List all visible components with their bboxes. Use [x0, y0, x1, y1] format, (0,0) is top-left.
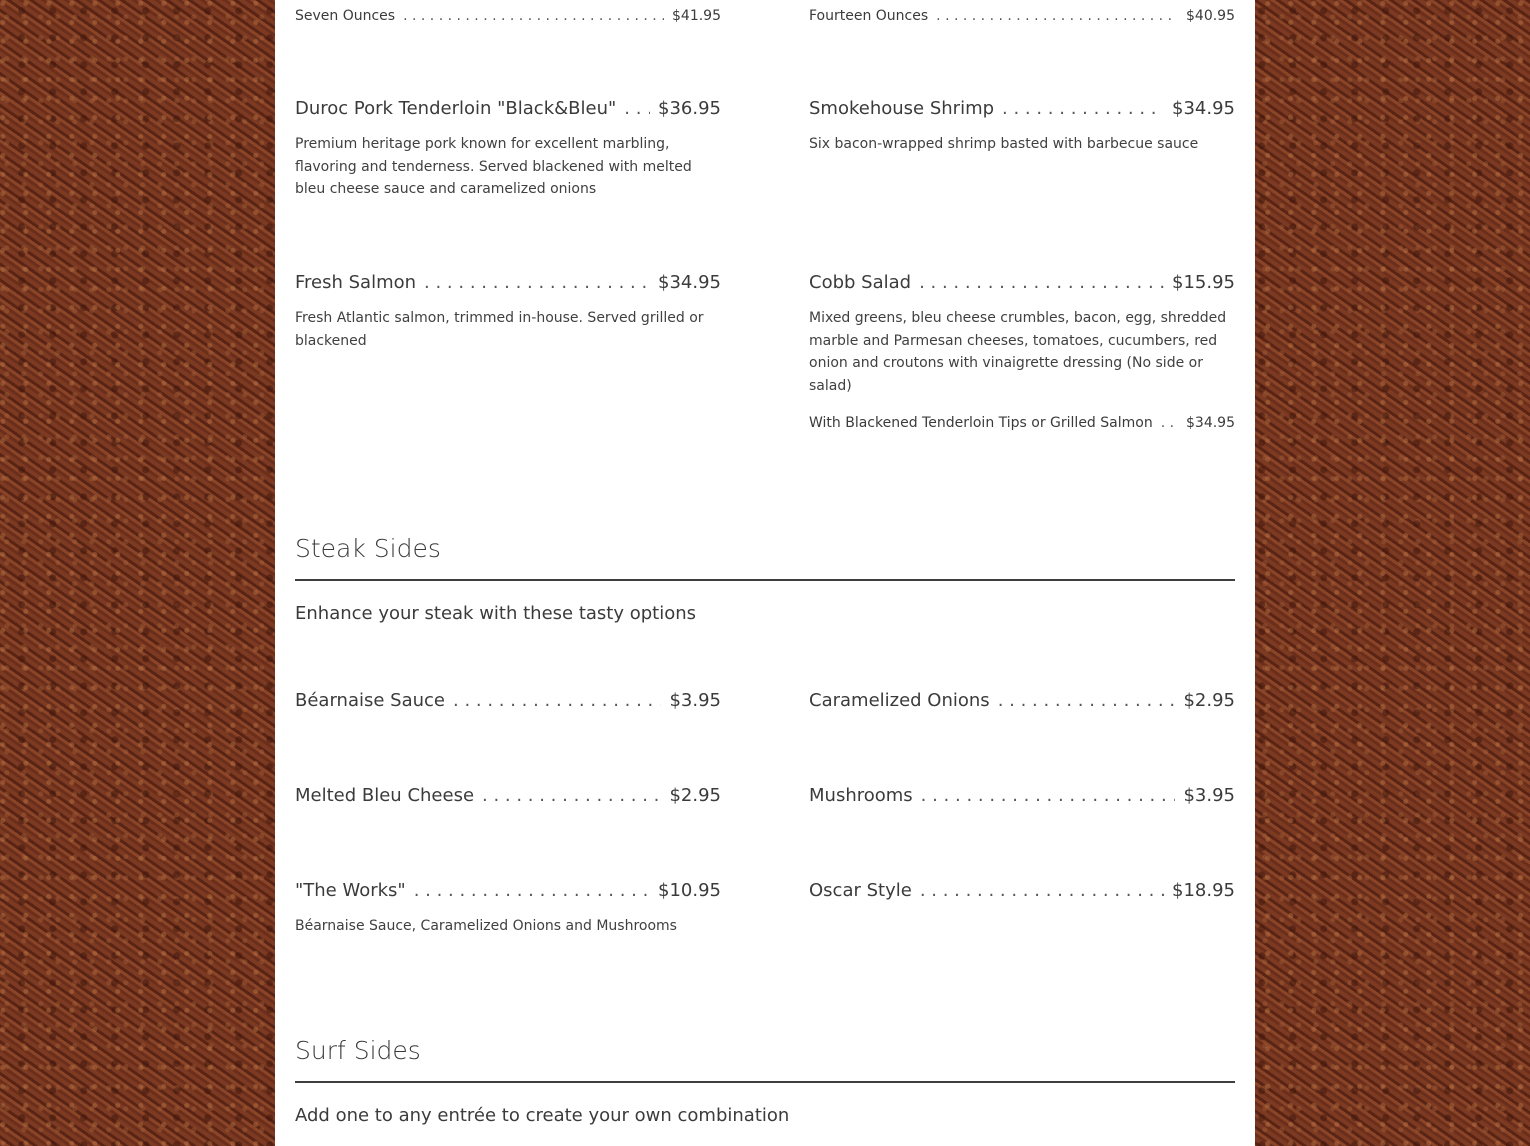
side-item-melted-bleu-cheese — [295, 785, 721, 806]
menu-item-fourteen-ounces — [809, 8, 1235, 24]
item-price: $3.95 — [669, 690, 721, 711]
item-name: Mushrooms — [809, 785, 913, 806]
side-item-caramelized-onions — [809, 690, 1235, 711]
item-description: Béarnaise Sauce, Caramelized Onions and Mushrooms — [295, 918, 677, 934]
side-item-bearnaise — [295, 690, 721, 711]
item-name: Duroc Pork Tenderloin "Black&Bleu" — [295, 98, 617, 119]
menu-item-cobb-salad — [809, 272, 1235, 431]
side-item-oscar-style — [809, 880, 1235, 901]
item-name: Cobb Salad — [809, 272, 912, 293]
item-price: $36.95 — [658, 98, 721, 119]
item-price: $10.95 — [658, 880, 721, 901]
item-price: $3.95 — [1183, 785, 1235, 806]
item-name: Caramelized Onions — [809, 690, 990, 711]
item-price: $2.95 — [669, 785, 721, 806]
menu-item-seven-ounces — [295, 8, 721, 24]
item-description: Six bacon-wrapped shrimp basted with barbecue sauce — [809, 136, 1199, 152]
menu-item-pork-tenderloin — [295, 98, 721, 201]
item-description: Mixed greens, bleu cheese crumbles, bacon, egg, shredded marble and Parmesan cheeses, tomatoes, cucumbers, red onion and croutons with vinaigrette dressing (No side or salad) — [809, 310, 1227, 394]
leader-dots — [482, 785, 661, 806]
leader-dots — [424, 272, 650, 293]
leader-dots — [919, 272, 1164, 293]
item-name: Seven Ounces — [295, 8, 396, 24]
leader-dots — [414, 880, 650, 901]
leader-dots — [403, 8, 664, 24]
side-item-the-works — [295, 880, 721, 938]
side-item-mushrooms — [809, 785, 1235, 806]
leader-dots — [1002, 98, 1164, 119]
item-price: $2.95 — [1183, 690, 1235, 711]
option-price: $34.95 — [1186, 415, 1235, 431]
item-name: Béarnaise Sauce — [295, 690, 445, 711]
item-name: Oscar Style — [809, 880, 912, 901]
leader-dots — [998, 690, 1176, 711]
item-name: "The Works" — [295, 880, 406, 901]
section-subtitle: Enhance your steak with these tasty options — [295, 603, 697, 624]
menu-item-fresh-salmon — [295, 272, 721, 352]
section-divider — [295, 1081, 1235, 1083]
section-divider — [295, 579, 1235, 581]
item-description: Premium heritage pork known for excellent marbling, flavoring and tenderness. Served blackened with melted bleu cheese sauce and caramelized onions — [295, 136, 692, 197]
item-price: $34.95 — [658, 272, 721, 293]
item-name: Fourteen Ounces — [809, 8, 929, 24]
leader-dots — [936, 8, 1178, 24]
item-name: Smokehouse Shrimp — [809, 98, 995, 119]
section-title-surf-sides: Surf Sides — [295, 1036, 421, 1065]
item-price: $18.95 — [1172, 880, 1235, 901]
leader-dots — [921, 785, 1176, 806]
item-name: Melted Bleu Cheese — [295, 785, 475, 806]
option-name: With Blackened Tenderloin Tips or Grilled Salmon — [809, 415, 1153, 431]
leader-dots — [1161, 415, 1178, 431]
item-price: $34.95 — [1172, 98, 1235, 119]
item-name: Fresh Salmon — [295, 272, 417, 293]
item-price: $15.95 — [1172, 272, 1235, 293]
section-title-steak-sides: Steak Sides — [295, 534, 441, 563]
item-option — [809, 415, 1235, 431]
item-price: $40.95 — [1186, 8, 1235, 24]
leader-dots — [453, 690, 661, 711]
menu-item-smokehouse-shrimp — [809, 98, 1235, 156]
leader-dots — [624, 98, 650, 119]
item-description: Fresh Atlantic salmon, trimmed in-house. Served grilled or blackened — [295, 310, 704, 349]
section-subtitle: Add one to any entrée to create your own combination — [295, 1105, 790, 1126]
item-price: $41.95 — [672, 8, 721, 24]
leader-dots — [920, 880, 1164, 901]
